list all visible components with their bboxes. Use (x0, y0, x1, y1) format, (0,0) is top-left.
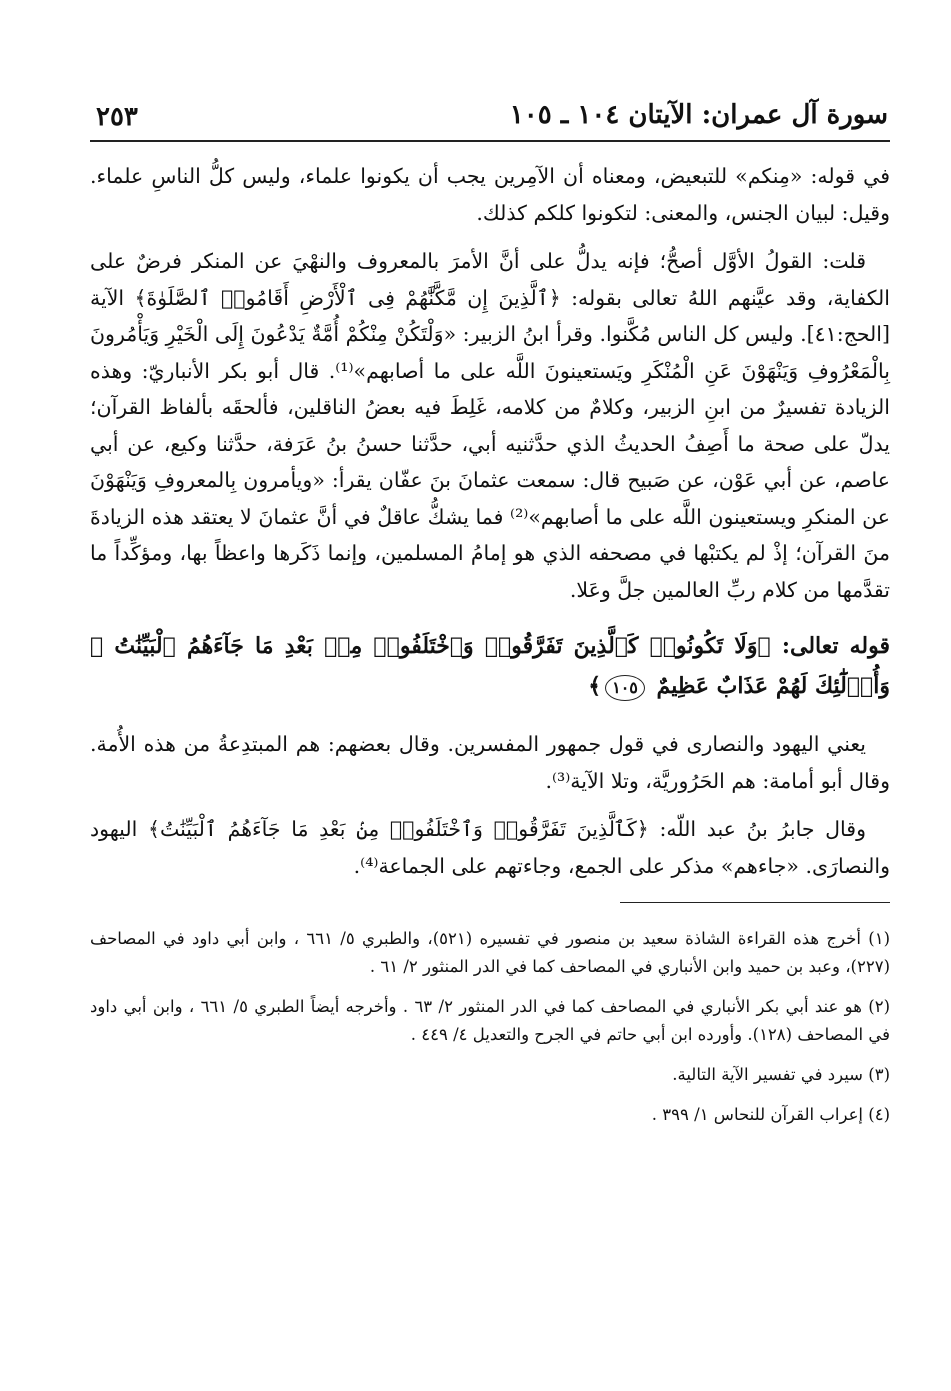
paragraph: يعني اليهود والنصارى في قول جمهور المفسرين. وقال بعضهم: هم المبتدِعةُ من هذه الأُمة. وقال أبو أمامة: هم الحَرُوريَّة، وتلا الآية⁽³⁾. (90, 732, 890, 793)
page-header (90, 88, 890, 142)
verse-close-bracket: ﴾ (588, 673, 602, 699)
footnote: (٢) هو عند أبي بكر الأنباري في المصاحف كما في الدر المنثور ٢/ ٦٣ . وأخرجه أيضاً الطبري ٥/ ٦٦١ ، وابن أبي داود في المصاحف (١٢٨). وأورده ابن أبي حاتم في الجرح والتعديل ٤/ ٤٤٩ . (90, 997, 890, 1044)
paragraph: وقال جابرُ بنُ عبد اللّه: ﴿كَٱلَّذِينَ تَفَرَّقُوا۟ وَٱخْتَلَفُوا۟ مِنۢ بَعْدِ مَا جَآءَهُمُ ٱلْبَيِّنَٰتُ﴾ اليهود والنصارَى. «جاءهم» مذكر على الجمع، وجاءتهم على الجماعة⁽⁴⁾. (90, 817, 890, 878)
main-text (90, 158, 890, 884)
footnote: (١) أخرج هذه القراءة الشاذة سعيد بن منصور في تفسيره (٥٢١)، والطبري ٥/ ٦٦١ ، وابن أبي داود في المصاحف (٢٢٧)، وعبد بن حميد وابن الأنباري في المصاحف كما في الدر المنثور ٢/ ٦١ . (90, 929, 890, 976)
verse-number-marker: ١٠٥ (605, 675, 645, 701)
book-page (90, 88, 890, 1378)
footnote: (٣) سيرد في تفسير الآية التالية. (672, 1065, 890, 1084)
verse-heading (90, 626, 890, 706)
running-title: سورة آل عمران: الآيتان ١٠٤ ـ ١٠٥ (509, 100, 888, 130)
footnote-divider (620, 902, 890, 903)
page-number: ٢٥٣ (96, 102, 138, 132)
paragraph: في قوله: «مِنكم» للتبعيض، ومعناه أن الآمِرين يجب أن يكونوا علماء، وليس كلُّ الناسِ علماء. وقيل: لبيان الجنس، والمعنى: لتكونوا كلكم كذلك. (90, 164, 890, 225)
footnotes (90, 925, 890, 1129)
verse-lead: قوله تعالى: (781, 633, 890, 659)
paragraph: قلت: القولُ الأوَّل أصحُّ؛ فإنه يدلُّ على أنَّ الأمرَ بالمعروف والنهْيَ عن المنكر فرضٌ على الكفاية، وقد عيَّنهم اللهُ تعالى بقوله: ﴿ٱلَّذِينَ إِن مَّكَّنَّٰهُمْ فِى ٱلْأَرْضِ أَقَامُوا۟ ٱلصَّلَوٰةَ﴾ الآية [الحج:٤١]. وليس كل الناس مُكَّنوا. وقرأ ابنُ الزبير: «وَلْتَكُنْ مِنْكُمْ أُمَّةٌ يَدْعُونَ إِلَى الْخَيْرِ وَيَأْمُرونَ بِالْمَعْرُوفِ وَيَنْهَوْنَ عَنِ الْمُنْكَرِ ويَستعينونَ اللَّه على ما أصابهم»⁽¹⁾. قال أبو بكر الأنباريّ: وهذه الزيادة تفسيرٌ من ابنِ الزبير، وكلامٌ من كلامه، غَلِطَ فيه بعضُ الناقلين، فألحقَه بألفاظ القرآن؛ يدلّ على صحة ما أَصِفُ الحديثُ الذي حدَّثنيه أبي، حدَّثنا حسنُ بنُ عَرَفة، حدَّثنا وكيع، عن أبي عاصم، عن أبي عَوْن، عن صَبيح قال: سمعت عثمانَ بنَ عفّان يقرأ: «ويأمرون بِالمعروفِ وَيَنْهَوْنَ عن المنكرِ ويستعينون اللَّه على ما أصابهم»⁽²⁾ فما يشكُّ عاقلٌ في أنَّ عثمانَ لا يعتقد هذه الزيادةَ منَ القرآن؛ إذْ لم يكتبْها في مصحفه الذي هو إمامُ المسلمين، وإنما ذَكَرها واعظاً بها، ومؤكِّداً ما تقدَّمها من كلام ربِّ العالمين جلَّ وعَلا. (90, 249, 890, 602)
verse-text: ﴿وَلَا تَكُونُوا۟ كَٱلَّذِينَ تَفَرَّقُوا۟ وَٱخْتَلَفُوا۟ مِنۢ بَعْدِ مَا جَآءَهُمُ ٱلْبَيِّنَٰتُ ۚ وَأُو۟لَٰٓئِكَ لَهُمْ عَذَابٌ عَظِيمٌ (90, 633, 890, 699)
footnote: (٤) إعراب القرآن للنحاس ١/ ٣٩٩ . (651, 1105, 890, 1124)
